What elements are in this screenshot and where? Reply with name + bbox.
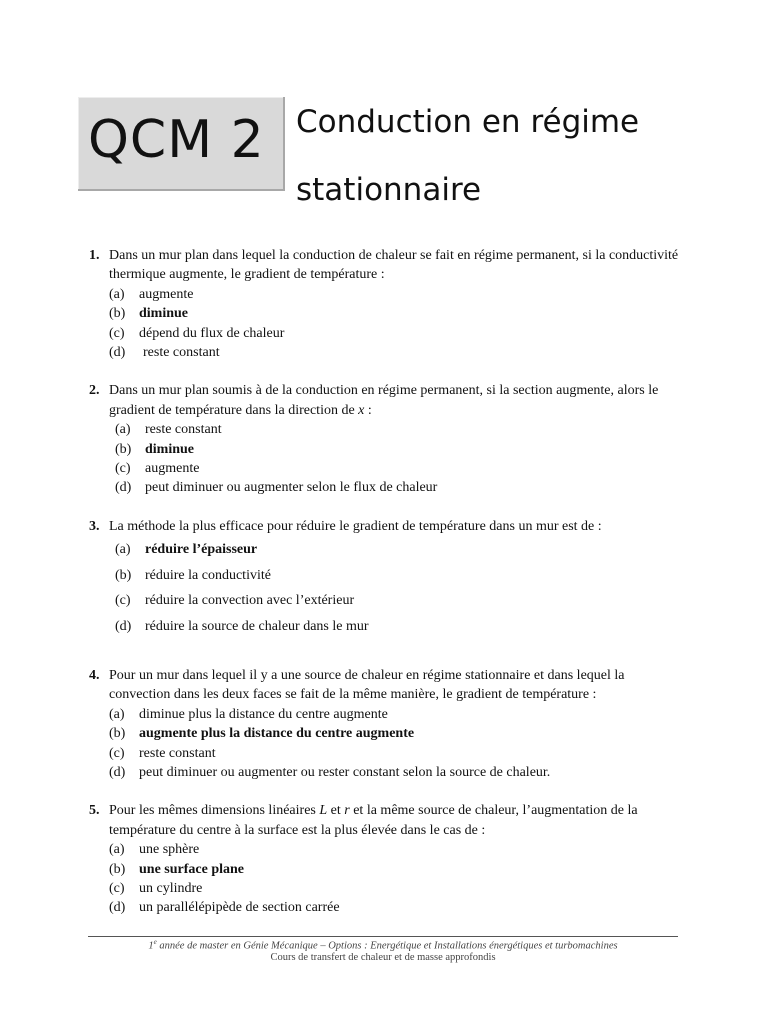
option-text-correct: augmente plus la distance du centre augmente	[139, 726, 415, 742]
option-label: (b)	[109, 726, 126, 742]
option-label: (b)	[109, 306, 126, 322]
option-d[interactable]	[109, 898, 679, 917]
option-d[interactable]	[115, 478, 679, 497]
variable-x: x	[358, 402, 365, 418]
question-list	[89, 246, 679, 918]
variable-L: L	[319, 803, 328, 819]
option-label: (a)	[115, 542, 131, 558]
option-label: (d)	[115, 480, 132, 496]
option-label: (d)	[115, 618, 132, 634]
option-b[interactable]	[109, 860, 679, 879]
question-text: Pour un mur dans lequel il y a une source de chaleur en régime stationnaire et dans lequel la convection dans les deux faces se fait de la même manière, le gradient de température :	[109, 667, 625, 703]
option-label: (c)	[109, 325, 125, 341]
option-c[interactable]	[115, 459, 679, 478]
variable-r: r	[344, 803, 350, 819]
superscript: e	[153, 938, 157, 946]
option-label: (a)	[109, 286, 125, 302]
option-b[interactable]	[115, 566, 679, 585]
option-text: augmente	[145, 461, 200, 477]
option-d[interactable]	[115, 617, 679, 636]
option-text: une sphère	[139, 842, 200, 858]
option-label: (c)	[109, 745, 125, 761]
header	[0, 0, 768, 220]
option-c[interactable]	[109, 324, 679, 343]
option-text-correct: diminue	[139, 306, 189, 322]
question-number: 5.	[89, 803, 100, 819]
qcm-badge-label: QCM 2	[88, 110, 265, 170]
option-text: reste constant	[139, 745, 216, 761]
option-d[interactable]	[109, 763, 679, 782]
option-text: dépend du flux de chaleur	[139, 325, 285, 341]
option-c[interactable]	[109, 744, 679, 763]
option-label: (a)	[109, 706, 125, 722]
option-text: réduire la conductivité	[145, 567, 271, 583]
option-b[interactable]	[109, 724, 679, 743]
option-label: (c)	[109, 880, 125, 896]
option-label: (c)	[115, 461, 131, 477]
question-2	[89, 381, 679, 497]
option-a[interactable]	[109, 840, 679, 859]
option-text: peut diminuer ou augmenter selon le flux de chaleur	[145, 480, 438, 496]
question-4	[89, 666, 679, 782]
option-label: (d)	[109, 764, 126, 780]
question-3	[89, 517, 679, 636]
question-text: La méthode la plus efficace pour réduire le gradient de température dans un mur est de :	[109, 518, 602, 534]
option-text: réduire la convection avec l’extérieur	[145, 593, 355, 609]
option-text: un parallélépipède de section carrée	[139, 900, 340, 916]
option-text: réduire la source de chaleur dans le mur	[145, 618, 369, 634]
option-label: (b)	[115, 567, 132, 583]
option-b[interactable]	[115, 440, 679, 459]
option-a[interactable]	[109, 705, 679, 724]
option-text-correct: réduire l’épaisseur	[145, 542, 258, 558]
title-line-1: Conduction en régime	[296, 104, 640, 140]
footer-course-title: Cours de transfert de chaleur et de masse approfondis	[270, 952, 496, 963]
option-label: (a)	[115, 422, 131, 438]
footer-course-level: 1e année de master en Génie Mécanique – Options : Energétique et Installations énergétiques et turbomachines	[148, 938, 618, 952]
footer-divider	[88, 936, 678, 937]
question-number: 3.	[89, 518, 100, 534]
qcm-badge	[78, 97, 285, 191]
option-a[interactable]	[115, 420, 679, 439]
question-text: Pour les mêmes dimensions linéaires L et r et la même source de chaleur, l’augmentation de la température du centre à la surface est la plus élevée dans le cas de :	[109, 803, 638, 838]
question-number: 2.	[89, 383, 100, 399]
question-1	[89, 246, 679, 362]
question-number: 1.	[89, 248, 100, 263]
option-text: peut diminuer ou augmenter ou rester constant selon la source de chaleur.	[139, 764, 551, 780]
title-line-2: stationnaire	[296, 172, 482, 208]
question-5	[89, 801, 679, 917]
option-text: reste constant	[145, 422, 222, 438]
page-title	[296, 88, 736, 224]
option-label: (d)	[109, 900, 126, 916]
option-text-correct: une surface plane	[139, 861, 244, 877]
option-a[interactable]	[115, 540, 679, 559]
question-text: Dans un mur plan soumis à de la conduction en régime permanent, si la section augmente, alors le gradient de température dans la direction de x :	[109, 383, 659, 418]
option-d[interactable]	[109, 343, 679, 362]
option-a[interactable]	[109, 285, 679, 304]
question-number: 4.	[89, 667, 100, 683]
option-label: (d)	[109, 345, 126, 361]
option-b[interactable]	[109, 304, 679, 323]
option-text: reste constant	[143, 345, 220, 361]
option-text-correct: diminue	[145, 441, 195, 457]
option-label: (a)	[109, 842, 125, 858]
option-text: un cylindre	[139, 880, 203, 896]
option-label: (b)	[115, 441, 132, 457]
question-text: Dans un mur plan dans lequel la conduction de chaleur se fait en régime permanent, si la conductivité thermique augmente, le gradient de température :	[109, 248, 679, 283]
option-text: augmente	[139, 286, 194, 302]
option-label: (b)	[109, 861, 126, 877]
option-text: diminue plus la distance du centre augmente	[139, 706, 388, 722]
option-c[interactable]	[115, 591, 679, 610]
option-label: (c)	[115, 593, 131, 609]
option-c[interactable]	[109, 879, 679, 898]
